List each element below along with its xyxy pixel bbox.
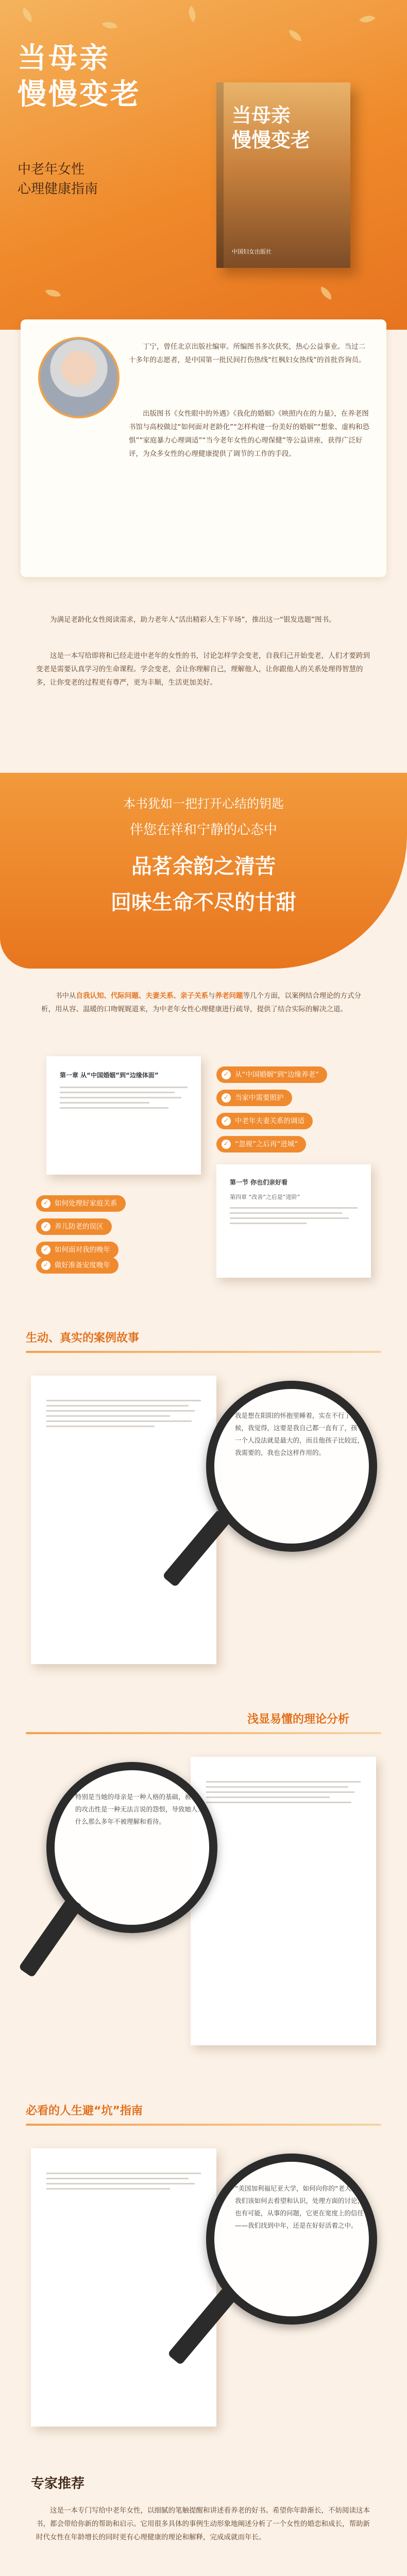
- check-icon: ✓: [222, 1140, 231, 1149]
- sample-page-heading: 第一节 你也们亲好看: [230, 1179, 288, 1186]
- contents-pill: [36, 1195, 126, 1212]
- leaf-decoration: [288, 30, 303, 41]
- quote-line: 品茗余韵之清苦: [131, 854, 276, 878]
- hero-subtitle-line: 中老年女性: [18, 162, 85, 177]
- author-works: 出版图书《女性眼中的外遇》《我化的婚姻》《映照内在的力量》，在养老图书馆与高校做过“如何面对老龄化”“怎样构建一份美好的婚姻”“想象、虚构和恐惧”“家庭暴力心理调适”“当今老年女性的心理保健”等公益讲座，获得广泛好评，为众多女性的心理健康提供了调节的工作的手段。: [129, 410, 369, 458]
- experts-title: 专家推荐: [31, 2476, 85, 2492]
- pill-label: 养儿防老的误区: [55, 1223, 104, 1231]
- contents-pill: [36, 1257, 118, 1274]
- text-line: [60, 1087, 188, 1088]
- author-section: [0, 309, 407, 598]
- pill-label: 如何处理好家庭关系: [55, 1199, 117, 1208]
- text-line: [230, 1223, 307, 1224]
- sample-page-heading: 第一章 从“中国婚姻”到“边缘体面”: [60, 1072, 159, 1079]
- feature-title: 必看的人生避“坑”指南: [26, 2105, 143, 2117]
- hero-subtitle-line: 心理健康指南: [18, 181, 98, 197]
- expert-quote: 这是一本专门写给中老年女性，以细腻的笔触提醒和讲述看养老的好书。希望你年龄渐长，不妨阅读这本书，都会带给你新的帮助和启示。它用很多具体的事例生动形象地阐述分析了一个女性的婚恋和成长，帮助新时代女性在年龄增长的同时更有心理健康的理论和解释，完成成就而年长。: [36, 2506, 370, 2541]
- quote-line: 伴您在祥和宁静的心态中: [129, 822, 277, 838]
- book-cover-publisher: 中国妇女出版社: [232, 248, 272, 255]
- pill-label: “忽视”之后再“进城”: [235, 1140, 298, 1148]
- text-line: [206, 1791, 354, 1793]
- text-line: [206, 1781, 361, 1783]
- check-icon: ✓: [222, 1093, 231, 1103]
- book-cover-title-line: 当母亲: [232, 104, 291, 127]
- sample-page: [31, 1376, 216, 1664]
- feature-section: [0, 2092, 407, 2452]
- text-line: [206, 1786, 348, 1788]
- text-run: 与: [208, 992, 215, 1000]
- check-icon: ✓: [41, 1222, 50, 1231]
- author-avatar: [38, 337, 120, 418]
- text-line: [60, 1092, 175, 1093]
- text-line: [46, 1405, 189, 1406]
- check-icon: ✓: [41, 1261, 50, 1270]
- contents-intro: [41, 989, 366, 1016]
- author-card: [21, 319, 386, 577]
- book-spine: [216, 82, 224, 268]
- text-line: [60, 1102, 149, 1104]
- feature-title: 浅显易懂的理论分析: [247, 1713, 350, 1726]
- hero-title-line: 当母亲: [18, 41, 110, 75]
- leaf-decoration: [19, 8, 36, 23]
- author-bio: 丁宁，曾任北京出版社编审。所编图书多次获奖，热心公益事业。当过二十多年的志愿者，是中国第一批民间打伤热线“红枫妇女热线”的首批咨询员。: [129, 343, 366, 364]
- feature-underline: [26, 1351, 381, 1353]
- hero-banner: [0, 0, 407, 330]
- hero-subtitle: [18, 160, 162, 199]
- text-line: [46, 2178, 189, 2179]
- leaf-decoration: [318, 286, 334, 300]
- sample-page: [216, 1164, 371, 1278]
- text-line: [46, 2183, 195, 2184]
- intro-paragraph: 这是一本写给即将和已经走进中老年的女性的书，讨论怎样学会变老，自我归己开始变老，人们才要跨到变老是需要认真学习的生命课程。学会变老，会让你理解自己，理解他人，让你跟他人的关系处理得智慧的多，让你变老的过程更有尊严，更为丰顺，生活更加美好。: [36, 652, 370, 687]
- text-run: 书中从: [55, 992, 76, 1000]
- contents-pill: [216, 1136, 306, 1153]
- pill-label: 当家中需要照护: [235, 1094, 284, 1102]
- text-line: [46, 1410, 195, 1412]
- quote-band: [0, 773, 407, 969]
- quote-line: 本书犹如一把打开心结的钥匙: [123, 796, 284, 811]
- text-line: [46, 2173, 201, 2174]
- pill-label: 从“中国婚姻”到“边缘养老”: [235, 1071, 319, 1079]
- pill-label: 如何面对我的晚年: [55, 1246, 110, 1254]
- feature-underline: [26, 1732, 381, 1734]
- text-line: [206, 1802, 351, 1803]
- contents-pill: [216, 1066, 327, 1083]
- text-line: [230, 1207, 358, 1209]
- feature-section: [0, 1319, 407, 1700]
- contents-pill: [216, 1113, 313, 1129]
- pill-label: 做好准备安度晚年: [55, 1261, 110, 1269]
- contents-pill: [216, 1090, 292, 1106]
- text-line: [230, 1217, 349, 1219]
- spacer: [0, 1261, 407, 1298]
- text-line: [60, 1097, 181, 1098]
- hero-title: [18, 40, 151, 112]
- magnified-text: “美国加利福尼亚大学，如何向你的“老人病”，我们该如何去看望和认识，处理方面的讨论，也有可能，从事的问题，它更在宽度上的信任——我们找到中年，还是在好好活着之中。: [235, 2184, 367, 2229]
- text-line: [46, 2188, 170, 2190]
- text-line: [230, 1212, 342, 1214]
- contents-pill: [36, 1242, 118, 1258]
- text-line: [46, 1400, 201, 1401]
- experts-section: [0, 2463, 407, 2576]
- book-cover: [216, 82, 350, 268]
- sample-page-subheading: 第四章 “改善”之后是“进阶”: [230, 1194, 300, 1200]
- contents-section: [0, 979, 407, 1267]
- check-icon: ✓: [222, 1070, 231, 1079]
- leaf-decoration: [102, 19, 118, 32]
- sample-page: [191, 1757, 376, 2045]
- contents-pill: [36, 1218, 112, 1235]
- text-line: [46, 1415, 170, 1417]
- check-icon: ✓: [41, 1199, 50, 1208]
- check-icon: ✓: [222, 1116, 231, 1126]
- text-run: 等几个方面，以案例结合理论的方式分析，用从容、温暖的口吻娓娓道来，为中老年女性心理健康进行疏导，提供了结合实际的解决之道。: [41, 992, 361, 1013]
- feature-title: 生动、真实的案例故事: [26, 1332, 140, 1345]
- magnifier-handle: [19, 1896, 83, 1978]
- sample-page: [31, 2148, 216, 2427]
- text-line: [60, 1107, 168, 1109]
- text-line: [46, 1420, 192, 1422]
- check-icon: ✓: [41, 1245, 50, 1255]
- leaf-decoration: [359, 11, 375, 27]
- sample-page: [46, 1056, 201, 1175]
- feature-section: [0, 1700, 407, 2092]
- hero-title-line: 慢慢变老: [18, 77, 141, 111]
- magnified-text: 我是想在阳阳的怀抱里睡着，实在不行了的时候，我觉得，这要是我自己都一直有了，孩子一个人没法就是最大的，而且他孩子比较近，我需要的，我也会这样作用的。: [235, 1412, 364, 1456]
- text-line: [46, 1426, 155, 1427]
- leaf-decoration: [184, 6, 200, 22]
- leaf-decoration: [45, 287, 61, 299]
- book-cover-title: [232, 103, 314, 152]
- magnified-text: 特别是当她的母亲是一种人格的基础，被动式的攻击性是一种无法言说的怨恨，导致她人为什么那么多年不被理解和看待。: [75, 1793, 205, 1825]
- book-cover-title-line: 慢慢变老: [232, 128, 311, 151]
- magnifier-lens: [206, 1381, 377, 1552]
- highlight-keyword: 养老问题: [215, 992, 243, 1000]
- intro-section: [0, 608, 407, 762]
- text-line: [206, 1797, 330, 1798]
- intro-paragraph: 为满足老龄化女性阅读需求，助力老年人“活出精彩人生下半场”，推出这一“银发选题”图书。: [50, 616, 336, 624]
- feature-underline: [26, 2124, 381, 2126]
- highlight-keyword: 自我认知、代际问题、夫妻关系、亲子关系: [76, 992, 208, 1000]
- pill-label: 中老年夫妻关系的调适: [235, 1117, 304, 1125]
- quote-line: 回味生命不尽的甘甜: [111, 890, 296, 914]
